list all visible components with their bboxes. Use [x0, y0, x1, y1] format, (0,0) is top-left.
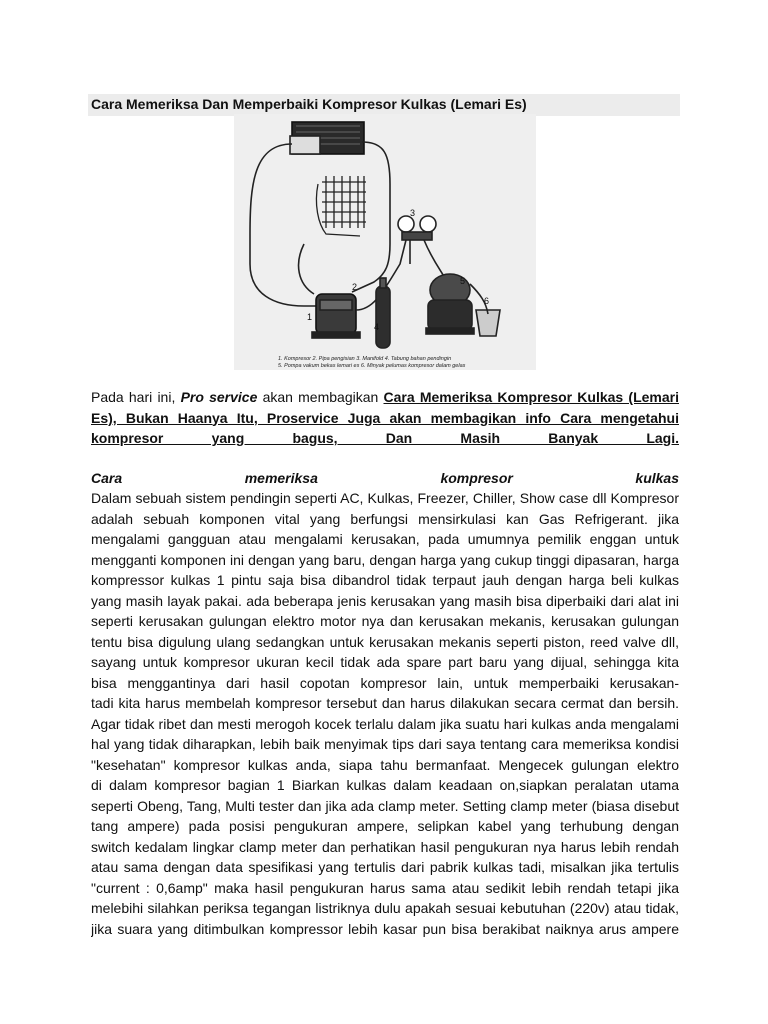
body-line: sayang untuk kompresor ukuran kecil tidak ada spare part baru yang dijual, sehingga kita [91, 654, 679, 670]
body-line: jika suara yang ditimbulkan kompressor lebih kasar pun bisa berakibat naiknya arus ampere [91, 920, 679, 937]
section-heading: Cara memeriksa kompresor kulkas [91, 469, 679, 486]
body-line: yang masih layak pakai. ada beberapa jenis kerusakan yang masih bisa diperbaiki dari alat ini [91, 592, 679, 609]
intro-text: Pada hari ini, [91, 389, 181, 405]
body-line: adalah sebuah komponen vital yang berfungsi mensirkulasi kan Gas Refrigerant. jika [91, 510, 679, 527]
manifold-gauge [398, 216, 448, 284]
label-5: 5 [460, 276, 466, 286]
body-line: atau sama dengan data spesifikasi yang tertulis dari pabrik kulkas tadi, misalkan jika tertulis [91, 859, 679, 875]
accumulator [290, 136, 320, 154]
body-line: bisa menggantinya dari hasil copotan kompresor lain, untuk memperbaiki kerusakan- [91, 674, 679, 691]
label-4: 4 [374, 322, 380, 332]
body-line: tentu bisa digulung ulang sedangkan untuk kerusakan mekanis seperti piston, reed valve dll, [91, 633, 679, 650]
label-3: 3 [410, 208, 416, 218]
compressor [312, 294, 360, 338]
refrigerator-diagram [234, 114, 536, 370]
capillary-tube [299, 244, 314, 294]
body-line: "kesehatan" kompresor kulkas anda, siapa tahu bermanfaat. Mengecek gulungan elektro [91, 756, 679, 773]
body-line: hal yang tidak diharapkan, lebih baik menyimak tips dari saya tentang cara memeriksa kondisi [91, 736, 679, 752]
article-link[interactable]: Cara Memeriksa Kompresor Kulkas (Lemari [383, 389, 679, 405]
body-line: seperti kerusakan gulungan elektro motor nya dan kerusakan mekanis, kerusakan gulungan [91, 613, 679, 629]
intro-text: akan membagikan [257, 389, 384, 405]
pro-service-text: Pro service [180, 389, 258, 405]
intro-link-line-3[interactable]: kompresor yang bagus, Dan Masih Banyak Lagi. [91, 430, 679, 446]
label-1: 1 [307, 312, 313, 322]
figure-legend-row-2: 5. Pompa vakum bekas lemari es 6. Minyak pelumas kompresor dalam gelas [278, 363, 466, 369]
body-line: tadi kita harus membelah kompresor tersebut dan harus dilakukan secara cermat dan bersih. [91, 695, 679, 711]
vacuum-pump [426, 274, 474, 334]
intro-link-line-2[interactable]: Es), Bukan Haanya Itu, Proservice Juga akan membagikan info Cara mengetahui [91, 409, 679, 426]
body-line: seperti Obeng, Tang, Multi tester dan jika ada clamp meter. Setting clamp meter (biasa disebut [91, 797, 679, 814]
body-line: di dalam kompresor bagian 1 Biarkan kulkas dalam keadaan on,siapkan peralatan utama [91, 777, 679, 793]
body-line: Agar tidak ribet dan mesti merogoh kocek terlalu dalam jika suatu hari kulkas anda mengalami [91, 715, 679, 732]
figure-legend-row-1: 1. Kompresor 2. Pipa pengisian 3. Manifold 4. Tabung bahan pendingin [278, 356, 452, 362]
refrigerant-tank [376, 278, 390, 348]
article-body [91, 387, 679, 939]
label-2: 2 [352, 282, 358, 292]
body-line: switch kedalam lingkar clamp meter dan perhatikan hasil pengukuran nya harus lebih rendah [91, 838, 679, 855]
label-6: 6 [484, 296, 490, 306]
intro-line-1 [91, 387, 679, 408]
body-line: tang ampere) pada posisi pengukuran ampere, selipkan kabel yang terhubung dengan [91, 818, 679, 834]
body-line: kompressor kulkas 1 pintu saja bisa dibandrol tidak terpaut jauh dengan harga beli kulkas [91, 572, 679, 588]
body-line: Dalam sebuah sistem pendingin seperti AC, Kulkas, Freezer, Chiller, Show case dll Kompresor [91, 490, 679, 506]
body-line: mengalami gangguan atau mengalami kerusakan, pada umumnya pemilik enggan untuk [91, 531, 679, 547]
page-title: Cara Memeriksa Dan Memperbaiki Kompresor Kulkas (Lemari Es) [91, 96, 527, 112]
body-line: melebihi silahkan periksa tegangan listriknya dulu apakah sesuai kebutuhan (220v) atau tidak, [91, 900, 679, 916]
body-line: mengganti komponen ini dengan yang baru, dengan harga yang cukup tinggi dipasaran, harga [91, 551, 679, 568]
body-line: "current : 0,6amp" maka hasil pengukuran harus sama atau sedikit lebih rendah tetapi jika [91, 879, 679, 896]
evaporator-coil [316, 176, 366, 236]
